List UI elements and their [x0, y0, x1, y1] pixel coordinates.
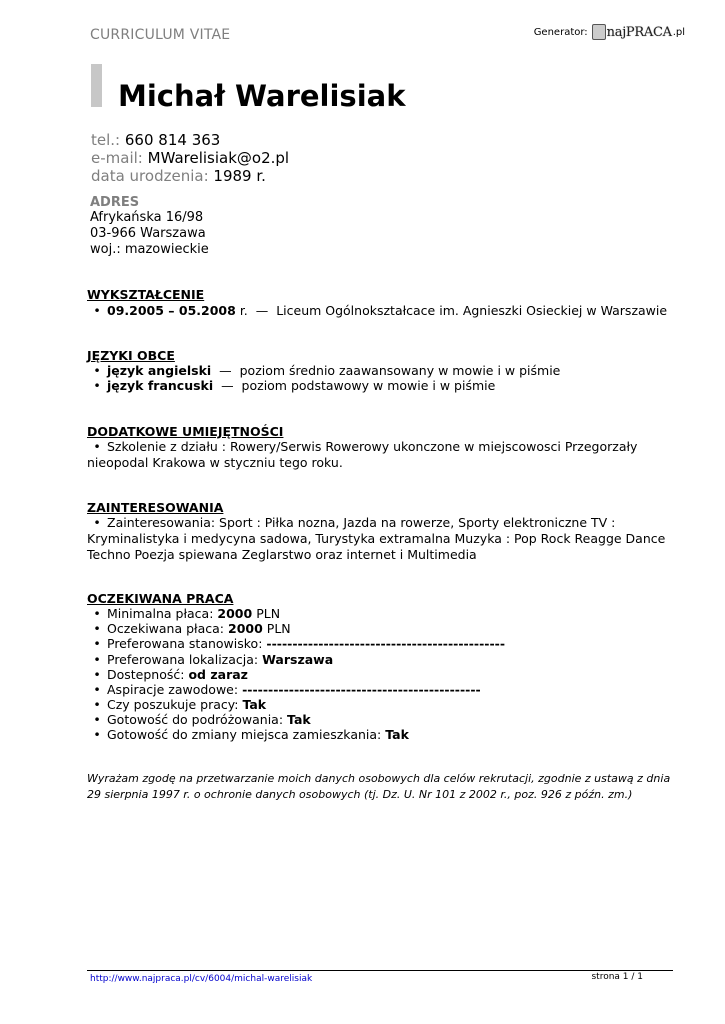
- job-item-value: od zaraz: [188, 667, 248, 682]
- job-item: [87, 621, 687, 636]
- job-heading: OCZEKIWANA PRACA: [87, 591, 234, 606]
- job-item-label: Gotowość do zmiany miejsca zamieszkania:: [107, 727, 382, 742]
- education-dates-suffix: r.: [239, 303, 248, 318]
- language-item: [87, 378, 687, 393]
- job-item-label: Preferowana stanowisko:: [107, 636, 263, 651]
- job-item: [87, 727, 687, 742]
- interests-text: Zainteresowania: Sport : Piłka nozna, Jazda na rowerze, Sporty elektroniczne TV : Kryminalistyka i medycyna sadowa, Turystyka extramalna Muzyka : Pop Rock Reagge Dance Techno Poezja spiewana Zeglarstwo oraz internet i Multimedia: [87, 515, 666, 562]
- dob-line: [91, 167, 266, 185]
- bullet-icon: •: [93, 621, 101, 636]
- logo-mark-icon: [592, 24, 606, 40]
- name-accent-bar: [91, 64, 102, 107]
- interests-item: [87, 515, 677, 563]
- education-school: Liceum Ogólnokształcace im. Agnieszki Osieckiej w Warszawie: [276, 303, 668, 318]
- job-item-label: Minimalna płaca:: [107, 606, 214, 621]
- job-item: [87, 667, 687, 682]
- interests-heading: ZAINTERESOWANIA: [87, 500, 224, 515]
- bullet-icon: •: [93, 636, 101, 651]
- najpraca-logo[interactable]: [592, 24, 672, 40]
- footer-divider: [87, 970, 673, 971]
- job-item-value: Tak: [242, 697, 267, 712]
- job-item: [87, 652, 687, 667]
- bullet-icon: •: [93, 727, 101, 742]
- bullet-icon: •: [93, 515, 101, 530]
- bullet-icon: •: [93, 712, 101, 727]
- job-item-label: Aspiracje zawodowe:: [107, 682, 239, 697]
- job-item-unit: PLN: [266, 621, 291, 636]
- generator-label: Generator:: [533, 26, 588, 38]
- dob-label: data urodzenia:: [91, 167, 209, 185]
- language-separator: —: [221, 378, 234, 393]
- education-dates: 09.2005 – 05.2008: [107, 303, 236, 318]
- job-item-value: 2000: [228, 621, 263, 636]
- job-item-label: Oczekiwana płaca:: [107, 621, 225, 636]
- phone-line: [91, 131, 220, 149]
- footer-url-link[interactable]: http://www.najpraca.pl/cv/6004/michal-warelisiak: [90, 974, 313, 984]
- email-line: [91, 149, 289, 167]
- language-separator: —: [219, 363, 232, 378]
- job-item: [87, 682, 687, 697]
- generator-suffix: .pl: [672, 26, 685, 38]
- bullet-icon: •: [93, 667, 101, 682]
- job-item-value: ----------------------------------------------: [266, 636, 506, 651]
- skills-item: [87, 439, 677, 471]
- languages-heading: JĘZYKI OBCE: [87, 348, 175, 363]
- candidate-name: Michał Warelisiak: [118, 79, 406, 113]
- job-item-value: ----------------------------------------------: [242, 682, 481, 697]
- job-item-label: Czy poszukuje pracy:: [107, 697, 239, 712]
- phone-label: tel.:: [91, 131, 121, 149]
- job-item-value: 2000: [217, 606, 253, 621]
- job-item: [87, 712, 687, 727]
- bullet-icon: •: [93, 606, 101, 621]
- data-consent-clause: Wyrażam zgodę na przetwarzanie moich danych osobowych dla celów rekrutacji, zgodnie z ustawą z dnia 29 sierpnia 1997 r. o ochronie danych osobowych (tj. Dz. U. Nr 101 z 2002 r., poz. 926 z późn. zm.): [87, 772, 671, 801]
- address-street: Afrykańska 16/98: [90, 210, 204, 225]
- language-level: poziom podstawowy w mowie i w piśmie: [241, 378, 496, 393]
- cv-heading: CURRICULUM VITAE: [90, 27, 231, 43]
- email-label: e-mail:: [91, 149, 143, 167]
- skills-heading: DODATKOWE UMIEJĘTNOŚCI: [87, 424, 284, 439]
- job-item: [87, 697, 687, 712]
- address-heading: ADRES: [90, 195, 140, 210]
- logo-text: najPRACA: [606, 24, 672, 40]
- job-item-label: Dostepność:: [107, 667, 185, 682]
- skills-text: Szkolenie z działu : Rowery/Serwis Rowerowy ukonczone w miejscowosci Przegorzały nieopodal Krakowa w styczniu tego roku.: [87, 439, 638, 470]
- language-item: [87, 363, 687, 378]
- address-region: woj.: mazowieckie: [90, 242, 209, 257]
- education-heading: WYKSZTAŁCENIE: [87, 287, 205, 302]
- job-item: [87, 606, 687, 621]
- job-item-value: Warszawa: [262, 652, 334, 667]
- bullet-icon: •: [93, 697, 101, 712]
- job-item-value: Tak: [385, 727, 409, 742]
- language-level: poziom średnio zaawansowany w mowie i w piśmie: [239, 363, 561, 378]
- phone-value: 660 814 363: [124, 131, 221, 149]
- bullet-icon: •: [93, 652, 101, 667]
- education-item: [87, 303, 687, 318]
- job-item-unit: PLN: [256, 606, 281, 621]
- language-name: język francuski: [107, 378, 214, 393]
- bullet-icon: •: [93, 682, 101, 697]
- language-name: język angielski: [107, 363, 212, 378]
- dob-value: 1989 r.: [213, 167, 266, 185]
- job-item-label: Gotowość do podróżowania:: [107, 712, 284, 727]
- bullet-icon: •: [93, 303, 101, 318]
- job-item: [87, 636, 687, 651]
- job-item-value: Tak: [287, 712, 311, 727]
- page-number: strona 1 / 1: [591, 972, 643, 982]
- bullet-icon: •: [93, 439, 101, 454]
- email-value[interactable]: MWarelisiak@o2.pl: [147, 149, 290, 167]
- bullet-icon: •: [93, 363, 101, 378]
- address-city: 03-966 Warszawa: [90, 226, 206, 241]
- job-item-label: Preferowana lokalizacja:: [107, 652, 259, 667]
- education-separator: —: [255, 303, 269, 318]
- bullet-icon: •: [93, 378, 101, 393]
- generator-credit: [534, 24, 685, 40]
